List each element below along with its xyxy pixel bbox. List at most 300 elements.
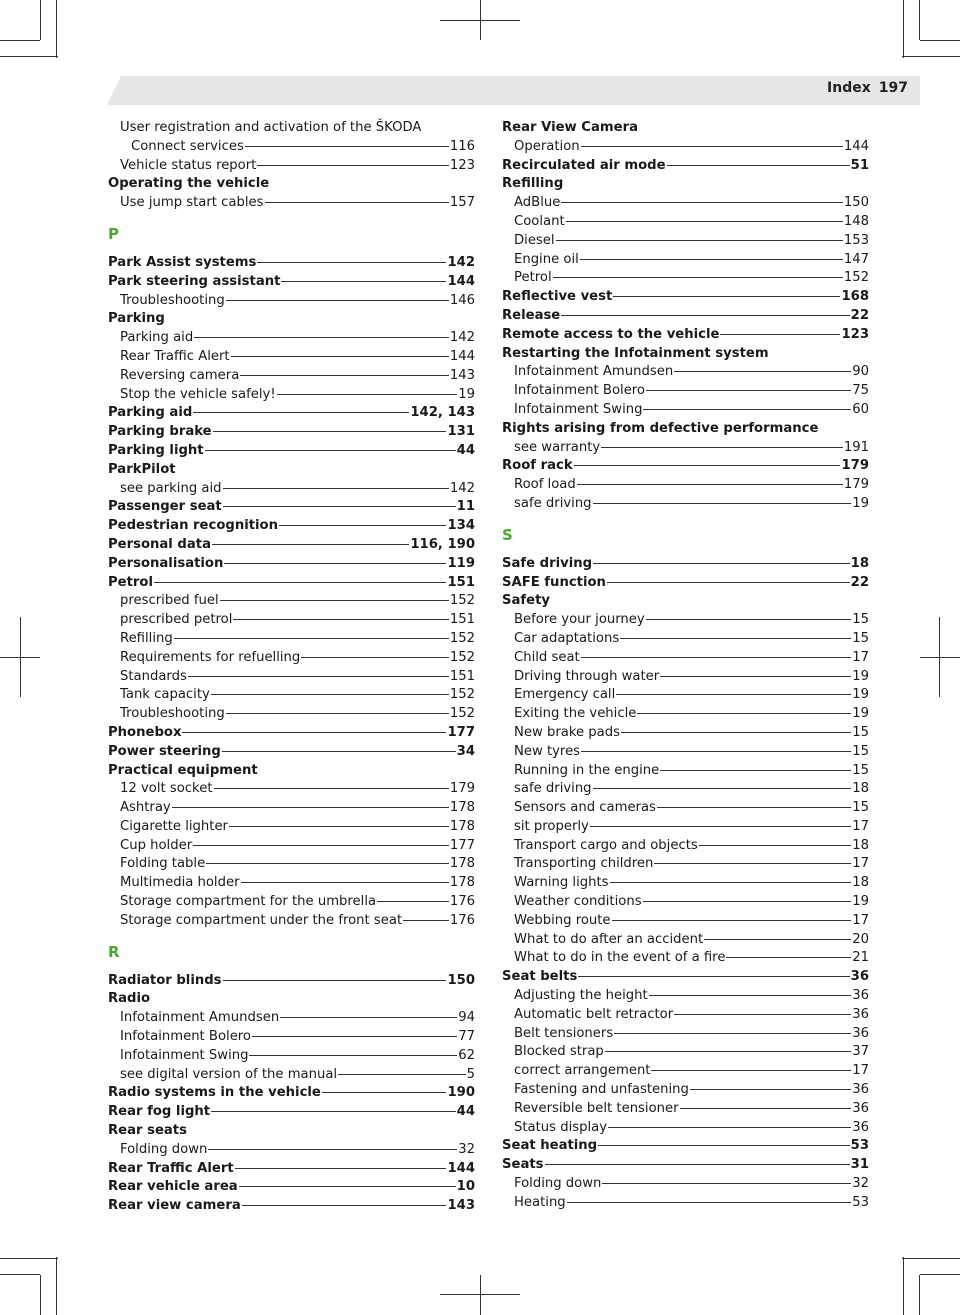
index-term: Roof rack: [502, 458, 573, 474]
page-reference: 178: [449, 818, 475, 834]
index-term: Engine oil: [514, 251, 579, 267]
page-reference: 18: [852, 781, 869, 797]
index-term: Pedestrian recognition: [108, 518, 278, 534]
page-reference: 20: [852, 931, 869, 947]
index-subentry: [108, 818, 475, 837]
index-subentry: [502, 724, 869, 743]
leader-line: [239, 1186, 456, 1187]
index-subentry: [502, 363, 869, 382]
index-subentry: [108, 780, 475, 799]
index-subentry: [108, 799, 475, 818]
index-subentry: [108, 649, 475, 668]
page-reference: 62: [458, 1047, 475, 1063]
leader-line: [257, 165, 448, 166]
index-subentry: [502, 1194, 869, 1213]
leader-line: [616, 694, 851, 695]
index-subentry: [502, 611, 869, 630]
leader-line: [233, 619, 448, 620]
index-entry: [108, 423, 475, 442]
index-subentry: [502, 874, 869, 893]
index-term: Parking brake: [108, 424, 212, 440]
page-reference: 131: [447, 424, 475, 440]
index-term: Petrol: [108, 574, 153, 590]
leader-line: [704, 939, 851, 940]
leader-line: [612, 920, 852, 921]
page-reference: 151: [447, 574, 475, 590]
index-entry: [502, 1156, 869, 1175]
index-term: Personal data: [108, 536, 211, 552]
index-term: Operation: [514, 138, 580, 154]
index-term: Coolant: [514, 213, 565, 229]
index-subentry: [502, 818, 869, 837]
index-term: Transporting children: [514, 856, 654, 872]
index-term: Reflective vest: [502, 289, 613, 305]
index-subentry: [108, 611, 475, 630]
index-subentry: [502, 668, 869, 687]
page-reference: 147: [843, 251, 869, 267]
index-subentry: [108, 874, 475, 893]
index-term: Child seat: [514, 649, 580, 665]
leader-line: [403, 920, 449, 921]
index-term: Fastening and unfastening: [514, 1082, 689, 1098]
leader-line: [211, 1111, 456, 1112]
index-entry: [502, 457, 869, 476]
index-term: Requirements for refuelling: [120, 649, 301, 665]
leader-line: [245, 146, 449, 147]
index-term: Folding down: [514, 1176, 602, 1192]
page-reference: 152: [843, 270, 869, 286]
index-entry: [108, 972, 475, 991]
page-reference: 143: [449, 367, 475, 383]
page-reference: 152: [449, 593, 475, 609]
index-term: sit properly: [514, 818, 589, 834]
page-reference: 179: [449, 781, 475, 797]
index-term: Safety: [502, 593, 550, 609]
leader-line: [614, 1033, 851, 1034]
page-reference: 151: [449, 668, 475, 684]
page-reference: 32: [852, 1176, 869, 1192]
index-entry: [108, 762, 475, 781]
index-entry: [502, 420, 869, 439]
leader-line: [182, 732, 446, 733]
page-reference: 148: [843, 213, 869, 229]
page-reference: 17: [852, 818, 869, 834]
leader-line: [593, 503, 852, 504]
crop-mark: [920, 1274, 960, 1275]
page-reference: 177: [447, 724, 475, 740]
index-term: Petrol: [514, 270, 552, 286]
leader-line: [249, 1055, 457, 1056]
index-subentry: [502, 630, 869, 649]
leader-line: [674, 371, 851, 372]
index-entry: [502, 288, 869, 307]
index-column-right: [502, 119, 869, 1213]
index-entry: [108, 1122, 475, 1141]
page-reference: 176: [449, 912, 475, 928]
leader-line: [277, 394, 458, 395]
page-reference: 150: [447, 972, 475, 988]
page-reference: 191: [843, 439, 869, 455]
index-term: Infotainment Amundsen: [514, 364, 674, 380]
index-term: Seat belts: [502, 969, 578, 985]
leader-line: [556, 240, 843, 241]
leader-line: [212, 544, 409, 545]
index-term: Passenger seat: [108, 499, 222, 515]
page-reference: 17: [852, 856, 869, 872]
leader-line: [581, 146, 843, 147]
leader-line: [649, 995, 852, 996]
leader-line: [680, 1108, 852, 1109]
leader-line: [154, 582, 446, 583]
index-term: see digital version of the manual: [120, 1066, 338, 1082]
page-reference: 157: [449, 195, 475, 211]
index-entry: [502, 345, 869, 364]
page-reference: 44: [456, 442, 475, 458]
leader-line: [241, 882, 449, 883]
index-subentry: [108, 480, 475, 499]
index-term: Rear fog light: [108, 1104, 211, 1120]
crop-mark: [0, 1274, 40, 1275]
index-term: Rights arising from defective performance: [502, 420, 819, 436]
leader-line: [252, 1036, 457, 1037]
page-reference: 179: [843, 477, 869, 493]
page-reference: 144: [449, 348, 475, 364]
leader-line: [580, 259, 843, 260]
index-entry: [108, 574, 475, 593]
index-term: ParkPilot: [108, 461, 176, 477]
page-reference: 11: [456, 499, 475, 515]
index-subentry: [108, 194, 475, 213]
leader-line: [608, 1127, 851, 1128]
leader-line: [214, 788, 449, 789]
index-term: Troubleshooting: [120, 706, 225, 722]
page-reference: 176: [449, 894, 475, 910]
index-term: Tank capacity: [120, 687, 210, 703]
index-term: 12 volt socket: [120, 781, 213, 797]
index-term: correct arrangement: [514, 1063, 651, 1079]
index-term: see warranty: [514, 439, 601, 455]
page-reference: 19: [852, 668, 869, 684]
index-term: What to do in the event of a fire: [514, 950, 726, 966]
index-term: Recirculated air mode: [502, 157, 666, 173]
index-subentry: [108, 1009, 475, 1028]
index-subentry: [108, 292, 475, 311]
page-reference: 142, 143: [410, 405, 475, 421]
leader-line: [643, 901, 852, 902]
leader-line: [726, 957, 851, 958]
index-subentry: [108, 705, 475, 724]
leader-line: [211, 694, 449, 695]
index-term: Infotainment Bolero: [514, 383, 646, 399]
index-subentry: [108, 855, 475, 874]
index-term: Infotainment Bolero: [120, 1029, 252, 1045]
index-term: Infotainment Swing: [120, 1047, 249, 1063]
index-entry: [502, 968, 869, 987]
index-entry: [502, 175, 869, 194]
index-subentry: [502, 743, 869, 762]
index-entry: [108, 1084, 475, 1103]
leader-line: [281, 281, 446, 282]
index-subentry: [502, 837, 869, 856]
page-reference: 51: [850, 157, 869, 173]
page-reference: 15: [852, 612, 869, 628]
leader-line: [265, 202, 449, 203]
index-subentry: [502, 1043, 869, 1062]
crop-mark: [0, 1258, 58, 1259]
index-subentry: [502, 1119, 869, 1138]
index-entry: [108, 1178, 475, 1197]
index-entry: [502, 574, 869, 593]
page-reference: 19: [458, 386, 475, 402]
page-reference: 15: [852, 800, 869, 816]
index-term: Emergency call: [514, 687, 616, 703]
index-term: Running in the engine: [514, 762, 660, 778]
index-term: Sensors and cameras: [514, 800, 656, 816]
leader-line: [545, 1164, 850, 1165]
index-term: Parking: [108, 311, 165, 327]
index-term: Storage compartment under the front seat: [120, 912, 403, 928]
page-reference: 153: [843, 232, 869, 248]
leader-line: [377, 901, 449, 902]
index-term: Parking aid: [120, 330, 194, 346]
leader-line: [172, 807, 449, 808]
index-entry: [108, 175, 475, 194]
index-term: Heating: [514, 1194, 566, 1210]
index-subentry: [502, 912, 869, 931]
index-term: Multimedia holder: [120, 875, 240, 891]
index-subentry: [502, 382, 869, 401]
page-reference: 36: [852, 1119, 869, 1135]
leader-line: [193, 412, 409, 413]
crop-mark: [40, 0, 41, 40]
index-term: prescribed fuel: [120, 593, 219, 609]
index-term: Use jump start cables: [120, 195, 264, 211]
leader-line: [578, 976, 849, 977]
page-reference: 15: [852, 724, 869, 740]
index-term: Park steering assistant: [108, 273, 281, 289]
index-term: Refilling: [502, 176, 564, 192]
page-reference: 15: [852, 762, 869, 778]
page-reference: 152: [449, 706, 475, 722]
page-reference: 44: [456, 1104, 475, 1120]
page-reference: 17: [852, 1063, 869, 1079]
page-reference: 36: [852, 1025, 869, 1041]
leader-line: [657, 807, 851, 808]
leader-line: [646, 619, 852, 620]
index-subentry: [502, 987, 869, 1006]
index-letter-heading: S: [502, 525, 513, 544]
page-reference: 144: [843, 138, 869, 154]
crop-mark: [903, 1257, 904, 1315]
leader-line: [621, 732, 851, 733]
index-term: safe driving: [514, 495, 592, 511]
index-term: Stop the vehicle safely!: [120, 386, 276, 402]
page-reference: 36: [852, 1082, 869, 1098]
page-reference: 90: [852, 364, 869, 380]
page-reference: 144: [447, 273, 475, 289]
index-term: Connect services: [131, 138, 244, 154]
leader-line: [231, 356, 449, 357]
index-subentry: [502, 232, 869, 251]
index-term: Seats: [502, 1157, 544, 1173]
index-term: Cup holder: [120, 837, 193, 853]
index-entry: [502, 157, 869, 176]
index-term: Rear View Camera: [502, 120, 638, 135]
leader-line: [566, 221, 843, 222]
crop-mark: [56, 0, 57, 58]
leader-line: [174, 638, 449, 639]
index-subentry: [502, 401, 869, 420]
leader-line: [223, 506, 456, 507]
index-term: Practical equipment: [108, 762, 258, 778]
crop-mark: [939, 617, 940, 697]
index-term: Refilling: [120, 630, 173, 646]
page-reference: 134: [447, 518, 475, 534]
index-subentry: [502, 949, 869, 968]
index-term: Ashtray: [120, 800, 171, 816]
leader-line: [598, 1145, 850, 1146]
leader-line: [607, 582, 850, 583]
index-subentry: [108, 1028, 475, 1047]
index-term: Radio: [108, 991, 151, 1007]
page-reference: 142: [449, 330, 475, 346]
leader-line: [193, 845, 449, 846]
index-term: Status display: [514, 1119, 608, 1135]
leader-line: [605, 1051, 851, 1052]
page-reference: 36: [852, 1006, 869, 1022]
index-subentry: [108, 1141, 475, 1160]
index-subentry: [502, 476, 869, 495]
leader-line: [257, 262, 446, 263]
index-term: Safe driving: [502, 555, 593, 571]
page-reference: 75: [852, 383, 869, 399]
page-reference: 190: [447, 1085, 475, 1101]
index-term: Folding table: [120, 856, 206, 872]
index-entry: [108, 273, 475, 292]
leader-line: [590, 826, 851, 827]
leader-line: [602, 1183, 851, 1184]
page-reference: 77: [458, 1029, 475, 1045]
index-term: Infotainment Swing: [514, 401, 643, 417]
page-reference: 18: [852, 837, 869, 853]
crop-mark: [0, 56, 58, 57]
index-subentry: [108, 837, 475, 856]
index-subentry: [108, 686, 475, 705]
leader-line: [581, 657, 852, 658]
page-reference: 116, 190: [410, 536, 475, 552]
index-term: Car adaptations: [514, 630, 620, 646]
index-subentry: [502, 649, 869, 668]
leader-line: [220, 600, 449, 601]
leader-line: [574, 465, 841, 466]
index-letter-heading: P: [108, 224, 119, 243]
leader-line: [561, 315, 849, 316]
leader-line: [646, 390, 851, 391]
page-reference: 178: [449, 875, 475, 891]
index-term: Personalisation: [108, 555, 224, 571]
index-subentry: [108, 1066, 475, 1085]
index-subentry: [108, 893, 475, 912]
index-subentry: [502, 1006, 869, 1025]
index-term: Before your journey: [514, 612, 645, 628]
leader-line: [240, 375, 449, 376]
leader-line: [674, 1014, 851, 1015]
page-reference: 17: [852, 649, 869, 665]
leader-line: [229, 826, 449, 827]
index-subentry: [502, 799, 869, 818]
index-term: User registration and activation of the ŠKODA: [120, 120, 422, 135]
index-term: Adjusting the height: [514, 988, 648, 1004]
page-reference: 123: [449, 157, 475, 173]
leader-line: [205, 450, 456, 451]
index-term: SAFE function: [502, 574, 606, 590]
leader-line: [660, 676, 851, 677]
index-term: Power steering: [108, 743, 221, 759]
crop-mark: [0, 40, 40, 41]
index-term: Radio systems in the vehicle: [108, 1085, 321, 1101]
page-reference: 10: [456, 1179, 475, 1195]
index-subentry: [502, 931, 869, 950]
leader-line: [206, 863, 449, 864]
page-reference: 151: [449, 612, 475, 628]
leader-line: [223, 488, 449, 489]
index-term: Transport cargo and objects: [514, 837, 698, 853]
index-term: Rear view camera: [108, 1198, 241, 1214]
index-subentry: [108, 592, 475, 611]
leader-line: [561, 202, 842, 203]
index-entry: [108, 536, 475, 555]
leader-line: [226, 300, 449, 301]
index-term: Folding down: [120, 1141, 208, 1157]
page-reference: 32: [458, 1141, 475, 1157]
leader-line: [720, 334, 840, 335]
leader-line: [226, 713, 449, 714]
page-reference: 146: [449, 292, 475, 308]
index-entry: [108, 498, 475, 517]
index-entry: [108, 555, 475, 574]
index-term: Storage compartment for the umbrella: [120, 894, 377, 910]
leader-line: [222, 751, 456, 752]
index-term: Operating the vehicle: [108, 176, 270, 192]
leader-line: [660, 770, 851, 771]
crop-mark: [902, 56, 960, 57]
leader-line: [208, 1149, 457, 1150]
index-term: Radiator blinds: [108, 972, 222, 988]
index-term: Parking light: [108, 442, 204, 458]
index-term: AdBlue: [514, 195, 561, 211]
index-entry: [502, 592, 869, 611]
index-term: Cigarette lighter: [120, 818, 228, 834]
leader-line: [242, 1205, 447, 1206]
page-reference: 15: [852, 743, 869, 759]
index-term: Park Assist systems: [108, 254, 257, 270]
page-reference: 19: [852, 687, 869, 703]
index-subentry: [502, 213, 869, 232]
leader-line: [581, 751, 851, 752]
page-reference: 142: [449, 480, 475, 496]
index-entry: [108, 310, 475, 329]
page-reference: 119: [447, 555, 475, 571]
index-term: Rear vehicle area: [108, 1179, 238, 1195]
leader-line: [613, 296, 840, 297]
index-term: Remote access to the vehicle: [502, 326, 720, 342]
index-term: Rear Traffic Alert: [120, 348, 230, 364]
index-term: Rear seats: [108, 1123, 187, 1139]
index-column-left: [108, 119, 475, 1216]
leader-line: [577, 484, 843, 485]
leader-line: [601, 447, 843, 448]
index-subentry: [502, 780, 869, 799]
